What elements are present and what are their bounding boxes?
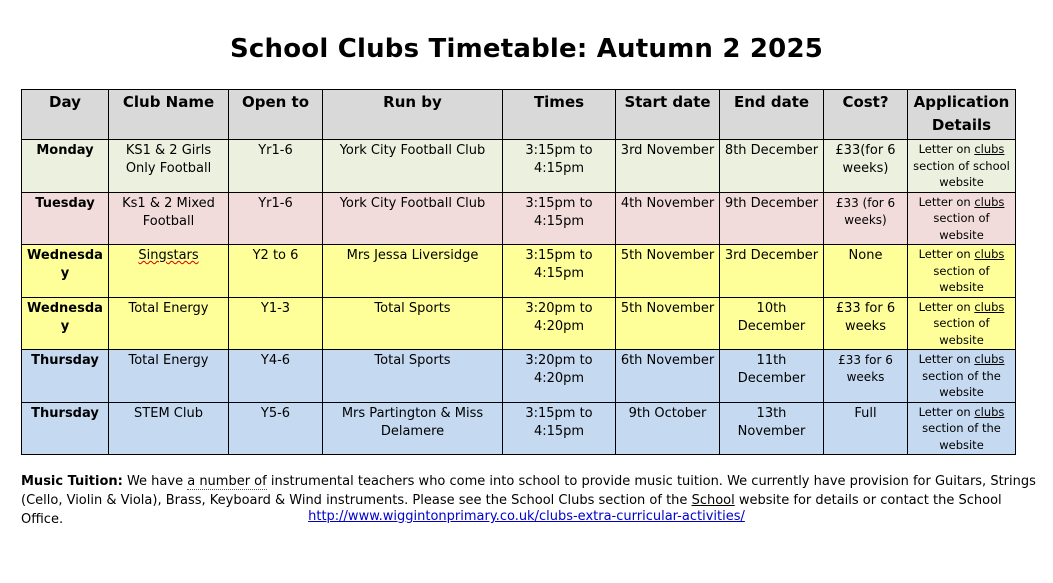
times-cell: 3:20pm to 4:20pm: [503, 297, 616, 350]
application-text: Letter on: [918, 352, 975, 366]
application-text: section of website: [933, 316, 990, 347]
end-date-cell: 11th December: [720, 350, 824, 403]
header-times: Times: [503, 90, 616, 140]
start-date-cell: 5th November: [616, 245, 720, 298]
open-to-cell: Yr1-6: [229, 192, 323, 245]
header-application-details: Application Details: [908, 90, 1016, 140]
header-cost: Cost?: [824, 90, 908, 140]
clubs-link[interactable]: clubs: [974, 142, 1005, 156]
end-date-cell: 13th November: [720, 402, 824, 455]
cost-cell: None: [824, 245, 908, 298]
run-by-cell: Total Sports: [323, 297, 503, 350]
start-date-cell: 5th November: [616, 297, 720, 350]
application-text: section of the website: [922, 368, 1001, 399]
application-text: Letter on: [918, 404, 975, 419]
application-cell: [908, 297, 1016, 350]
club-cell: [109, 245, 229, 298]
application-cell: [908, 140, 1016, 193]
open-to-cell: Y2 to 6: [229, 245, 323, 298]
times-cell: 3:20pm to 4:20pm: [503, 350, 616, 403]
application-cell: [908, 192, 1016, 245]
table-row: [22, 245, 1016, 298]
application-text: section of website: [933, 263, 990, 294]
table-row: [22, 297, 1016, 350]
club-cell: Total Energy: [109, 297, 229, 350]
clubs-link[interactable]: clubs: [974, 299, 1005, 314]
music-tuition-label: Music Tuition: [21, 474, 118, 489]
application-cell: [908, 350, 1016, 403]
start-date-cell: 4th November: [616, 192, 720, 245]
run-by-cell: York City Football Club: [323, 192, 503, 245]
application-text: Letter on: [918, 142, 975, 156]
clubs-link[interactable]: clubs: [974, 352, 1005, 366]
clubs-link[interactable]: clubs: [974, 194, 1005, 209]
start-date-cell: 3rd November: [616, 140, 720, 193]
application-cell: [908, 245, 1016, 298]
times-cell: 3:15pm to 4:15pm: [503, 245, 616, 298]
application-text: section of school website: [913, 158, 1010, 189]
application-text: Letter on: [918, 194, 975, 209]
application-text: section of website: [933, 211, 990, 242]
note-text: We have: [122, 474, 188, 489]
table-row: [22, 350, 1016, 403]
day-cell: Tuesday: [22, 192, 109, 245]
run-by-cell: Total Sports: [323, 350, 503, 403]
end-date-cell: 8th December: [720, 140, 824, 193]
open-to-cell: Y5-6: [229, 402, 323, 455]
table-row: [22, 402, 1016, 455]
application-text: Letter on: [918, 299, 975, 314]
open-to-cell: Y4-6: [229, 350, 323, 403]
header-club-name: Club Name: [109, 90, 229, 140]
club-cell: KS1 & 2 Girls Only Football: [109, 140, 229, 193]
header-end-date: End date: [720, 90, 824, 140]
club-name-text: Singstars: [138, 248, 199, 263]
header-run-by: Run by: [323, 90, 503, 140]
times-cell: 3:15pm to 4:15pm: [503, 192, 616, 245]
header-open-to: Open to: [229, 90, 323, 140]
note-text-underlined: School: [691, 493, 735, 508]
start-date-cell: 9th October: [616, 402, 720, 455]
run-by-cell: York City Football Club: [323, 140, 503, 193]
day-cell: Wednesday: [22, 297, 109, 350]
clubs-link[interactable]: clubs: [974, 247, 1005, 261]
run-by-cell: Mrs Partington & Miss Delamere: [323, 402, 503, 455]
cost-cell: £33 for 6 weeks: [824, 297, 908, 350]
header-day: Day: [22, 90, 109, 140]
table-row: [22, 192, 1016, 245]
cost-cell: Full: [824, 402, 908, 455]
cost-cell: £33 (for 6 weeks): [824, 192, 908, 245]
club-cell: Total Energy: [109, 350, 229, 403]
page-title: School Clubs Timetable: Autumn 2 2025: [229, 34, 824, 64]
day-cell: Thursday: [22, 402, 109, 455]
club-cell: STEM Club: [109, 402, 229, 455]
club-cell: Ks1 & 2 Mixed Football: [109, 192, 229, 245]
clubs-timetable: [21, 89, 1016, 455]
header-start-date: Start date: [616, 90, 720, 140]
open-to-cell: Y1-3: [229, 297, 323, 350]
note-text: instrumental teachers who come into school to provide music tuition. We currently have provision for Guitars, Strings (Cello, Violin & Viola), Brass, Keyboard & Wind instruments. Please see the School Clubs section of the: [21, 474, 1036, 508]
run-by-cell: Mrs Jessa Liversidge: [323, 245, 503, 298]
application-text: section of the website: [922, 421, 1001, 452]
table-row: [22, 140, 1016, 193]
cost-cell: £33(for 6 weeks): [824, 140, 908, 193]
end-date-cell: 9th December: [720, 192, 824, 245]
application-text: Letter on: [918, 247, 975, 261]
start-date-cell: 6th November: [616, 350, 720, 403]
cost-cell: £33 for 6 weeks: [824, 350, 908, 403]
note-text-marked: a number of: [187, 474, 267, 489]
header-row: [22, 90, 1016, 140]
clubs-link[interactable]: clubs: [974, 404, 1005, 419]
times-cell: 3:15pm to 4:15pm: [503, 402, 616, 455]
clubs-website-link[interactable]: http://www.wiggintonprimary.co.uk/clubs-extra-curricular-activities/: [308, 509, 745, 524]
open-to-cell: Yr1-6: [229, 140, 323, 193]
music-tuition-colon: :: [117, 474, 123, 489]
end-date-cell: 10th December: [720, 297, 824, 350]
application-cell: [908, 402, 1016, 455]
times-cell: 3:15pm to 4:15pm: [503, 140, 616, 193]
day-cell: Thursday: [22, 350, 109, 403]
end-date-cell: 3rd December: [720, 245, 824, 298]
day-cell: Wednesday: [22, 245, 109, 298]
note-text: website for details or contact the School Office.: [21, 493, 1002, 527]
day-cell: Monday: [22, 140, 109, 193]
